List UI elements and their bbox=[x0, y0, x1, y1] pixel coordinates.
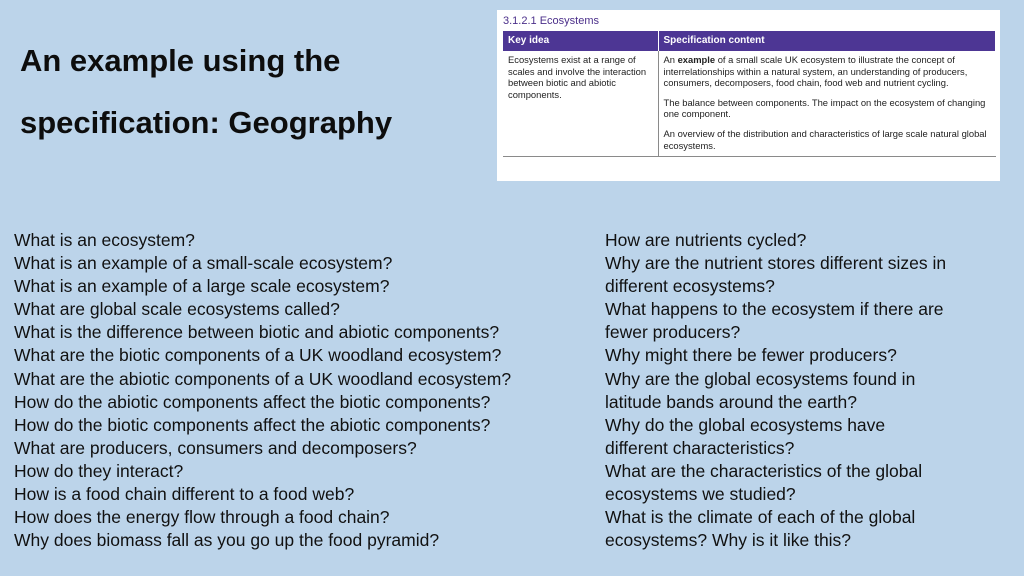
question-line: What are global scale ecosystems called? bbox=[14, 299, 340, 320]
slide-title-line-2: specification: Geography bbox=[20, 105, 393, 140]
question-line: Why do the global ecosystems have bbox=[605, 414, 886, 435]
question-line: Why does biomass fall as you go up the food pyramid? bbox=[14, 530, 440, 551]
question-line: latitude bands around the earth? bbox=[605, 391, 857, 412]
slide-title-line-1: An example using the bbox=[20, 43, 341, 78]
questions-right-list bbox=[605, 229, 1015, 552]
spec-table-row bbox=[503, 51, 996, 157]
spec-table bbox=[503, 31, 996, 157]
question-line: How is a food chain different to a food web? bbox=[14, 484, 355, 505]
question-line: ecosystems? Why is it like this? bbox=[605, 530, 852, 551]
question-line: Why are the nutrient stores different sizes in bbox=[605, 253, 947, 274]
question-line: fewer producers? bbox=[605, 322, 741, 343]
question-line: different ecosystems? bbox=[605, 276, 775, 297]
spec-content-paragraph-1 bbox=[664, 54, 991, 89]
spec-p1-rest: of a small scale UK ecosystem to illustrate the concept of interrelationships within a natural system, an understanding of producers, consumers, decomposers, food chain, food web and nutrient cycling. bbox=[663, 54, 968, 89]
question-line: How do they interact? bbox=[14, 460, 184, 481]
spec-section-heading: 3.1.2.1 Ecosystems bbox=[503, 15, 599, 27]
question-line: What is an example of a small-scale ecosystem? bbox=[14, 253, 393, 274]
specification-excerpt bbox=[497, 10, 1000, 181]
spec-table-header-row bbox=[503, 31, 996, 51]
spec-header-key-idea: Key idea bbox=[503, 31, 658, 51]
slide-title bbox=[20, 30, 480, 154]
spec-content-paragraph-2: The balance between components. The impact on the ecosystem of changing one component. bbox=[663, 96, 986, 120]
question-line: What is the difference between biotic and abiotic components? bbox=[14, 322, 500, 343]
question-line: different characteristics? bbox=[605, 437, 795, 458]
question-line: What are the abiotic components of a UK woodland ecosystem? bbox=[14, 368, 512, 389]
spec-content-paragraph-3: An overview of the distribution and characteristics of large scale natural global ecosystems. bbox=[663, 127, 987, 151]
spec-content-cell bbox=[658, 51, 996, 157]
spec-p1-emphasis: example bbox=[677, 54, 716, 65]
questions-left-list bbox=[14, 229, 589, 552]
question-line: What are the characteristics of the global bbox=[605, 460, 923, 481]
question-line: Why are the global ecosystems found in bbox=[605, 368, 916, 389]
question-line: How are nutrients cycled? bbox=[605, 230, 807, 250]
spec-header-content: Specification content bbox=[658, 31, 996, 51]
question-line: How do the abiotic components affect the biotic components? bbox=[14, 391, 491, 412]
question-line: What is the climate of each of the global bbox=[605, 507, 916, 528]
question-line: What are the biotic components of a UK woodland ecosystem? bbox=[14, 345, 502, 366]
question-line: What are producers, consumers and decomposers? bbox=[14, 437, 417, 458]
question-line: What is an ecosystem? bbox=[14, 230, 195, 250]
question-line: Why might there be fewer producers? bbox=[605, 345, 897, 366]
question-line: How do the biotic components affect the abiotic components? bbox=[14, 414, 491, 435]
question-line: What happens to the ecosystem if there are bbox=[605, 299, 944, 320]
question-line: What is an example of a large scale ecosystem? bbox=[14, 276, 390, 297]
question-line: How does the energy flow through a food chain? bbox=[14, 507, 390, 528]
spec-p1-prefix: An bbox=[663, 54, 678, 65]
question-line: ecosystems we studied? bbox=[605, 484, 796, 505]
spec-key-idea-cell bbox=[503, 51, 658, 157]
spec-key-idea-text: Ecosystems exist at a range of scales and involve the interaction between biotic and abiotic components. bbox=[508, 54, 647, 100]
